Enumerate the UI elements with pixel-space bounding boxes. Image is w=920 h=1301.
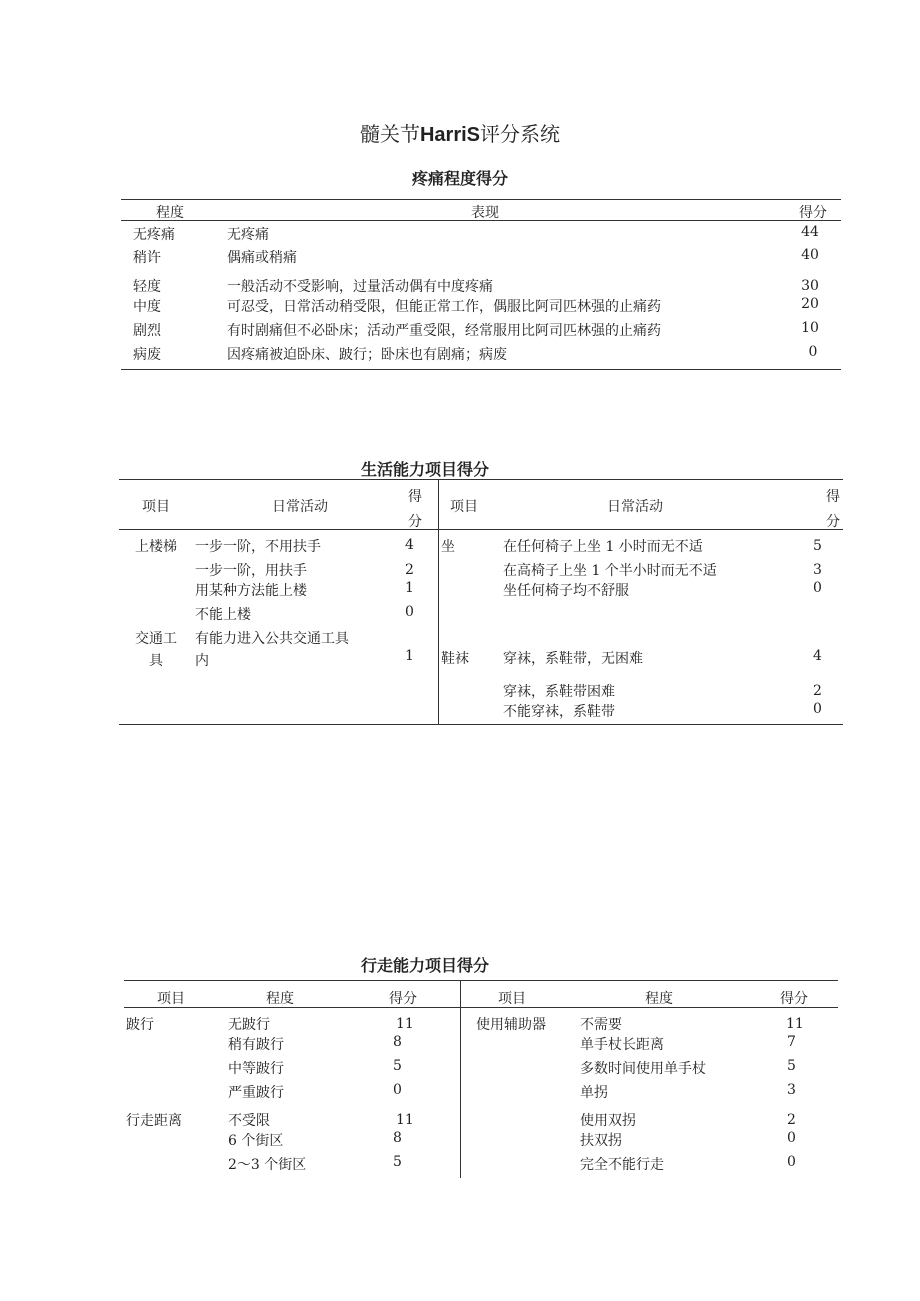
page-title: [0, 118, 920, 147]
distance-score: 8: [393, 1130, 402, 1146]
pain-desc: 无疼痛: [227, 227, 269, 243]
title-prefix: 髓关节: [359, 122, 420, 146]
transport-item-cont: 具: [149, 653, 163, 669]
walking-header-item-left: 项目: [157, 991, 185, 1007]
limp-degree: 严重跛行: [228, 1085, 284, 1101]
pain-score: 10: [801, 320, 819, 336]
pain-degree: 稍许: [133, 250, 161, 266]
sit-score: 0: [813, 580, 822, 596]
aid-degree: 单手杖长距离: [580, 1037, 664, 1053]
pain-bottom-rule: [121, 369, 841, 370]
pain-score: 20: [801, 296, 819, 312]
pain-score: 0: [808, 344, 818, 360]
limp-degree: 中等跛行: [228, 1061, 284, 1077]
sit-score: 3: [813, 562, 822, 578]
limp-score: 11: [396, 1016, 414, 1032]
limp-score: 8: [393, 1034, 402, 1050]
distance-degree: 不受限: [228, 1113, 270, 1129]
distance-score: 11: [396, 1112, 414, 1128]
daily-bottom-rule: [119, 724, 843, 725]
limp-item: 跛行: [126, 1017, 154, 1033]
aid-score: 0: [787, 1154, 796, 1170]
title-bold: HarriS: [419, 124, 481, 146]
transport-item: 交通工: [135, 631, 177, 647]
walking-header-score-right: 得分: [780, 991, 808, 1007]
aid-degree: 不需要: [580, 1017, 622, 1033]
socks-item: 鞋袜: [441, 651, 469, 667]
aid-score: 0: [787, 1130, 796, 1146]
distance-degree: 2～3 个街区: [228, 1157, 307, 1173]
walking-header-score-left: 得分: [389, 991, 417, 1007]
distance-degree: 6 个街区: [228, 1133, 284, 1149]
pain-header-score: 得分: [799, 205, 827, 221]
pain-degree: 无疼痛: [133, 227, 175, 243]
sit-score: 5: [813, 538, 822, 554]
pain-degree: 轻度: [133, 279, 161, 295]
aid-degree: 扶双拐: [580, 1133, 622, 1149]
walking-divider: [460, 980, 461, 1178]
aid-degree: 单拐: [580, 1085, 608, 1101]
aid-degree: 多数时间使用单手杖: [580, 1061, 706, 1077]
daily-divider: [438, 479, 439, 724]
daily-header-score-top-right: 得: [826, 489, 840, 505]
pain-degree: 剧烈: [133, 323, 161, 339]
daily-header-score-top-left: 得: [408, 489, 422, 505]
daily-header-rule: [119, 529, 843, 530]
stairs-activity: 一步一阶，用扶手: [195, 563, 307, 579]
pain-desc: 一般活动不受影响，过量活动偶有中度疼痛: [227, 279, 493, 295]
socks-activity: 穿袜，系鞋带困难: [503, 684, 615, 700]
transport-activity-cont: 内: [195, 653, 209, 669]
sit-activity: 在高椅子上坐 1 个半小时而无不适: [503, 563, 717, 579]
daily-top-rule: [119, 479, 843, 480]
pain-heading: 疼痛程度得分: [411, 169, 508, 188]
socks-score: 2: [813, 683, 822, 699]
daily-header-activity-right: 日常活动: [607, 499, 663, 515]
limp-degree: 稍有跛行: [228, 1037, 284, 1053]
socks-score: 4: [813, 648, 822, 664]
pain-score: 44: [801, 224, 819, 240]
aid-score: 2: [787, 1112, 796, 1128]
pain-score: 30: [801, 278, 819, 294]
limp-score: 0: [393, 1082, 402, 1098]
limp-score: 5: [393, 1058, 402, 1074]
stairs-item: 上楼梯: [135, 539, 177, 555]
sit-item: 坐: [441, 539, 455, 555]
walking-heading: 行走能力项目得分: [360, 956, 489, 975]
socks-activity: 不能穿袜，系鞋带: [503, 704, 615, 720]
pain-desc: 偶痛或稍痛: [227, 250, 297, 266]
pain-degree: 病废: [133, 347, 161, 363]
title-suffix: 评分系统: [480, 122, 561, 146]
transport-score: 1: [405, 648, 414, 664]
daily-header-score-bottom-left: 分: [408, 514, 422, 530]
daily-header-activity-left: 日常活动: [272, 499, 328, 515]
transport-activity: 有能力进入公共交通工具: [195, 631, 349, 647]
pain-header-desc: 表现: [471, 205, 499, 221]
limp-degree: 无跛行: [228, 1017, 270, 1033]
sit-activity: 坐任何椅子均不舒服: [503, 583, 629, 599]
aid-score: 3: [787, 1082, 796, 1098]
aid-item: 使用辅助器: [476, 1017, 546, 1033]
walking-header-item-right: 项目: [498, 991, 526, 1007]
daily-header-score-bottom-right: 分: [826, 514, 840, 530]
stairs-activity: 一步一阶，不用扶手: [195, 539, 321, 555]
sit-activity: 在任何椅子上坐 1 小时而无不适: [503, 539, 703, 555]
aid-score: 11: [786, 1016, 804, 1032]
stairs-score: 2: [405, 562, 414, 578]
distance-score: 5: [393, 1154, 402, 1170]
stairs-activity: 不能上楼: [195, 607, 251, 623]
pain-top-rule: [121, 199, 841, 200]
distance-item: 行走距离: [126, 1113, 182, 1129]
aid-score: 7: [787, 1034, 796, 1050]
pain-desc: 因疼痛被迫卧床、跛行；卧床也有剧痛；病废: [227, 347, 507, 363]
aid-degree: 完全不能行走: [580, 1157, 664, 1173]
aid-degree: 使用双拐: [580, 1113, 636, 1129]
walking-header-degree-left: 程度: [266, 991, 294, 1007]
stairs-activity: 用某种方法能上楼: [195, 583, 307, 599]
pain-degree: 中度: [133, 299, 161, 315]
stairs-score: 1: [405, 580, 414, 596]
daily-heading: 生活能力项目得分: [360, 460, 489, 479]
aid-score: 5: [787, 1058, 796, 1074]
stairs-score: 4: [405, 537, 414, 553]
pain-score: 40: [801, 247, 819, 263]
walking-header-rule: [124, 1007, 838, 1008]
daily-header-item-left: 项目: [142, 499, 170, 515]
daily-header-item-right: 项目: [450, 499, 478, 515]
pain-desc: 可忍受，日常活动稍受限，但能正常工作，偶服比阿司匹林强的止痛药: [227, 299, 661, 315]
pain-header-degree: 程度: [156, 205, 184, 221]
socks-score: 0: [813, 701, 822, 717]
socks-activity: 穿袜，系鞋带，无困难: [503, 651, 643, 667]
pain-desc: 有时剧痛但不必卧床；活动严重受限，经常服用比阿司匹林强的止痛药: [227, 323, 661, 339]
stairs-score: 0: [405, 604, 414, 620]
walking-header-degree-right: 程度: [645, 991, 673, 1007]
walking-top-rule: [124, 980, 838, 981]
